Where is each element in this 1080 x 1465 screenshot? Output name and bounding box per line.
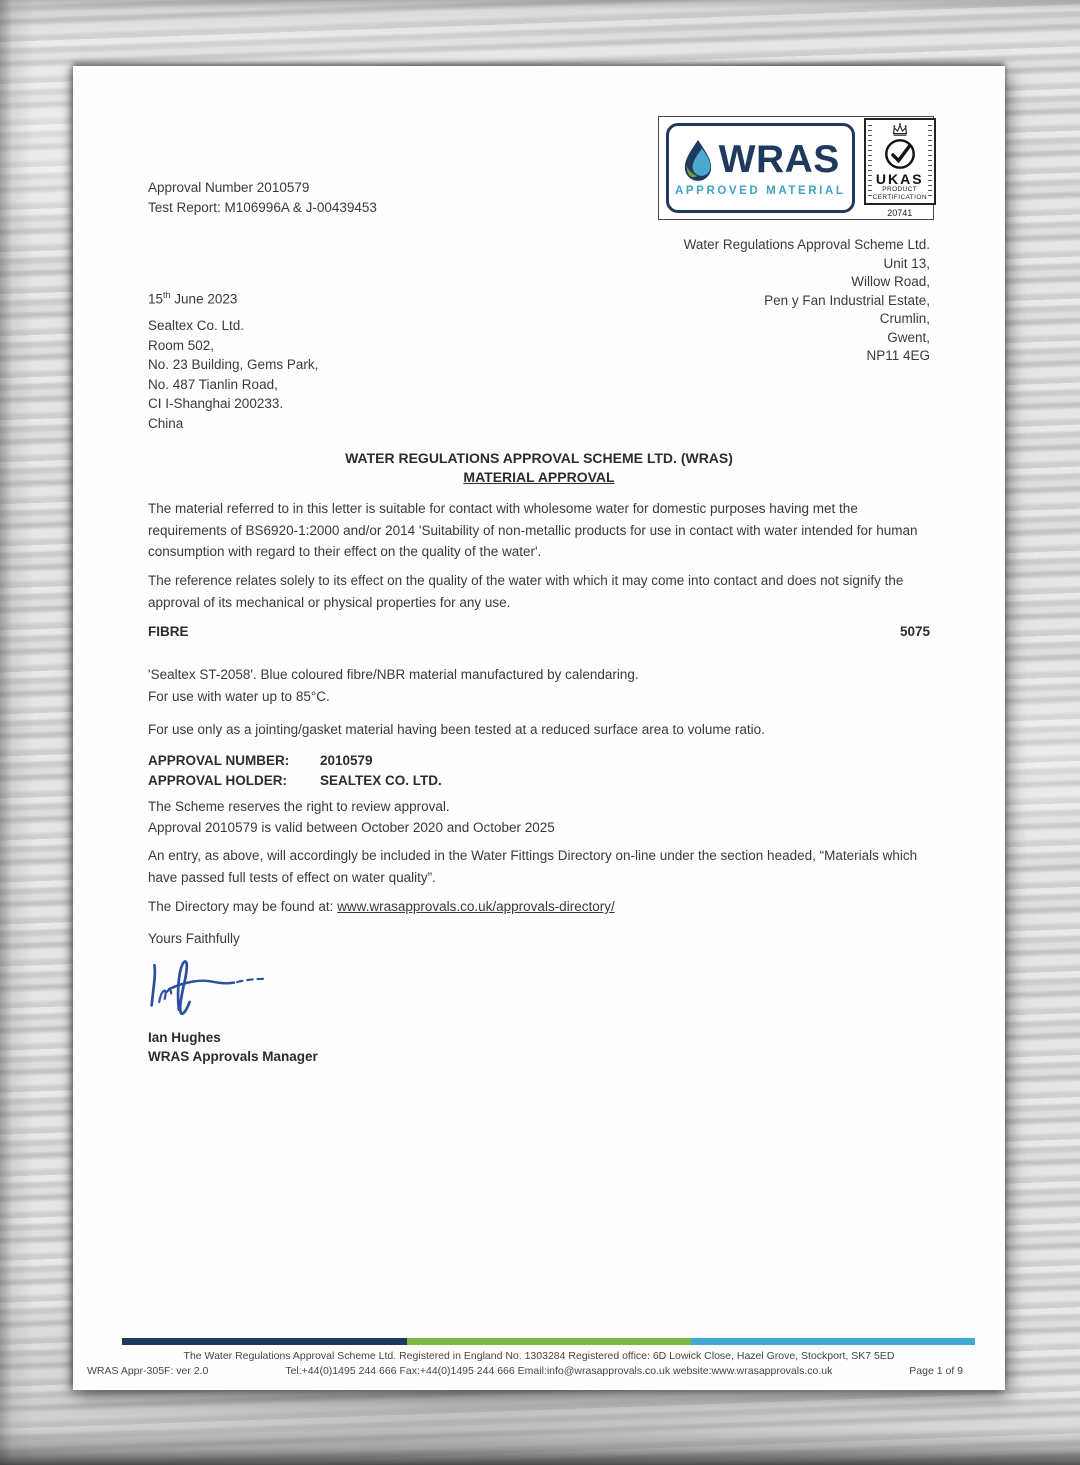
material-description <box>148 664 934 707</box>
date-day: 15 <box>148 291 164 307</box>
ukas-certification-label: CERTIFICATION <box>872 193 927 201</box>
footer-doc-ref: WRAS Appr-305F: ver 2.0 <box>87 1365 209 1377</box>
recipient-address-line: No. 487 Tianlin Road, <box>148 376 278 392</box>
signatory-title: WRAS Approvals Manager <box>148 1049 318 1064</box>
sender-address-line: Water Regulations Approval Scheme Ltd. <box>683 237 930 252</box>
recipient-address-line: No. 23 Building, Gems Park, <box>148 357 319 372</box>
checkmark-circle-icon <box>883 137 917 171</box>
recipient-address-line: Room 502, <box>148 337 215 353</box>
crown-icon <box>890 123 910 136</box>
date-rest: June 2023 <box>170 291 238 307</box>
material-type: FIBRE <box>148 624 189 639</box>
paragraph-suitability: The material referred to in this letter is suitable for contact with wholesome water for domestic purposes having met the requirements of BS6920-1:2000 and/or 2014 'Suitability of non-metallic products for use in contact with water intended for human consumption with regard to their effect on the quality of the water'. <box>148 501 918 559</box>
ukas-scale-marks-right <box>928 125 932 198</box>
sender-address-line: Crumlin, <box>879 311 930 326</box>
directory-entry-paragraph: An entry, as above, will accordingly be included in the Water Fittings Directory on-line under the section headed, “Materials which have passed full tests of effect on water quality”. <box>148 848 918 885</box>
directory-url-link: www.wrasapprovals.co.uk/approvals-directory/ <box>337 899 615 914</box>
approval-holder-row <box>148 771 442 791</box>
sender-address-line: NP11 4EG <box>866 348 930 363</box>
wras-approved-material-logo <box>666 123 855 213</box>
footer-contact-line: Tel:+44(0)1495 244 666 Fax:+44(0)1495 244 666 Email:info@wrasapprovals.co.uk website:www.wrasapprovals.co.uk <box>285 1365 833 1377</box>
recipient-address <box>148 316 318 433</box>
ukas-box <box>864 118 936 205</box>
wras-ukas-logo <box>658 116 934 220</box>
approval-holder-label: APPROVAL HOLDER: <box>148 773 288 788</box>
footer-color-bar <box>122 1338 975 1345</box>
title-line2: MATERIAL APPROVAL <box>463 469 615 485</box>
ukas-product-label: PRODUCT <box>882 186 918 193</box>
recipient-address-line: Sealtex Co. Ltd. <box>148 318 245 333</box>
signatory-block <box>148 1028 318 1066</box>
date-ordinal: th <box>163 290 171 300</box>
sender-address-line: Gwent, <box>887 329 930 345</box>
ukas-wordmark: UKAS <box>875 171 924 187</box>
handwritten-signature <box>143 950 273 1020</box>
directory-prefix: The Directory may be found at: <box>148 899 338 914</box>
review-line2: Approval 2010579 is valid between October 2020 and October 2025 <box>148 819 555 835</box>
signatory-name: Ian Hughes <box>148 1030 221 1045</box>
footer-page-indicator: Page 1 of 9 <box>909 1365 963 1377</box>
wras-wordmark: WRAS <box>718 137 840 181</box>
description-line1: 'Sealtex ST-2058'. Blue coloured fibre/NBR material manufactured by calendaring. <box>148 667 639 682</box>
letter-date <box>148 285 237 310</box>
use-statement: For use only as a jointing/gasket material having been tested at a reduced surface area to volume ratio. <box>148 722 765 737</box>
footer-bar-navy <box>122 1338 407 1345</box>
description-line2: For use with water up to 85°C. <box>148 688 330 704</box>
letter-title <box>73 449 1005 487</box>
approval-details <box>148 751 442 791</box>
material-row <box>148 624 930 639</box>
approval-holder-value: SEALTEX CO. LTD. <box>320 773 442 788</box>
sender-address-line: Pen y Fan Industrial Estate, <box>764 292 930 308</box>
reference-block <box>148 178 377 218</box>
sender-address <box>684 236 930 366</box>
approval-number-line: Approval Number 2010579 <box>148 180 310 195</box>
ukas-scale-marks-left <box>868 125 872 198</box>
directory-line <box>148 897 615 917</box>
ukas-certification-mark <box>864 118 936 218</box>
title-line1: WATER REGULATIONS APPROVAL SCHEME LTD. (WRAS) <box>345 450 733 466</box>
footer-bar-blue <box>691 1338 975 1345</box>
footer-bottom-row <box>87 1365 963 1377</box>
test-report-line: Test Report: M106996A & J-00439453 <box>148 200 377 215</box>
approved-material-label: APPROVED MATERIAL <box>675 184 846 197</box>
sender-address-line: Unit 13, <box>883 255 930 271</box>
review-statement <box>148 797 555 838</box>
water-drop-icon <box>681 138 715 182</box>
ukas-number: 20741 <box>887 208 913 218</box>
approval-number-row <box>148 751 442 771</box>
approval-number-value: 2010579 <box>320 753 373 768</box>
wras-logo-row <box>681 138 840 182</box>
footer-registration-line: The Water Regulations Approval Scheme Ltd. Registered in England No. 1303284 Registered office: 6D Lowick Close, Hazel Grove, Stockport, SK7 5ED <box>183 1350 895 1362</box>
sender-address-line: Willow Road, <box>851 274 930 289</box>
recipient-address-line: China <box>148 415 184 431</box>
paragraph-reference-scope: The reference relates solely to its effect on the quality of the water with which it may come into contact and does not signify the approval of its mechanical or physical properties for any use. <box>148 573 904 610</box>
recipient-address-line: CI I-Shanghai 200233. <box>148 396 284 411</box>
material-code: 5075 <box>899 624 930 639</box>
approval-number-label: APPROVAL NUMBER: <box>148 753 290 768</box>
review-line1: The Scheme reserves the right to review approval. <box>148 799 450 814</box>
closing-salutation: Yours Faithfully <box>148 931 240 946</box>
letter-page <box>73 66 1005 1390</box>
footer-bar-green <box>407 1338 691 1345</box>
